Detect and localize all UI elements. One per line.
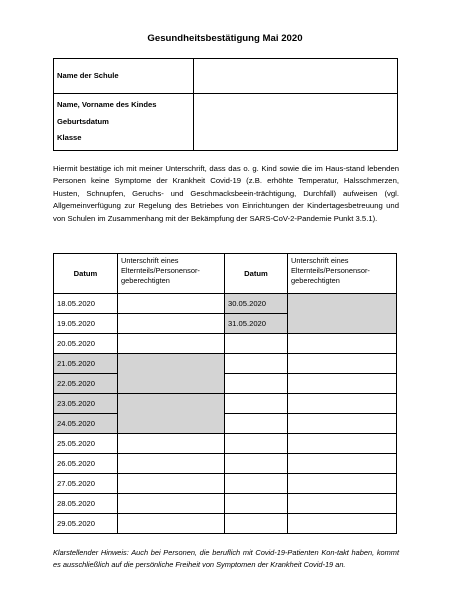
page-title: Gesundheitsbestätigung Mai 2020: [147, 33, 303, 44]
child-details-field[interactable]: [194, 94, 398, 151]
date-cell: 20.05.2020: [54, 334, 118, 354]
date-cell: 25.05.2020: [54, 434, 118, 454]
signature-cell-2[interactable]: [288, 514, 397, 534]
date-cell-2: [225, 354, 288, 374]
table-row: [54, 354, 397, 374]
signature-cell[interactable]: [118, 494, 225, 514]
signature-cell-2[interactable]: [288, 354, 397, 374]
table-row: [54, 474, 397, 494]
date-cell: 26.05.2020: [54, 454, 118, 474]
signature-cell-2[interactable]: [288, 454, 397, 474]
signature-cell[interactable]: [118, 314, 225, 334]
date-header-2: Datum: [225, 254, 288, 294]
table-row: [54, 434, 397, 454]
signature-cell-2[interactable]: [288, 414, 397, 434]
date-cell: 24.05.2020: [54, 414, 118, 434]
table-row: [54, 294, 397, 314]
signature-cell-2[interactable]: [288, 434, 397, 454]
class-label: Klasse: [57, 133, 82, 143]
date-cell: 27.05.2020: [54, 474, 118, 494]
signature-cell[interactable]: [118, 454, 225, 474]
school-info-table: [53, 58, 398, 151]
date-cell-2: [225, 374, 288, 394]
date-cell-2: [225, 414, 288, 434]
date-cell: 29.05.2020: [54, 514, 118, 534]
confirmation-text: Hiermit bestätige ich mit meiner Unterschrift, dass das o. g. Kind sowie die im Haus-stand lebenden Personen keine Symptome der Krankheit Covid-19 (z.B. erhöhte Temperatur, Halsschmerzen, Husten, Schnupfen, Geruchs- und Geschmacksbeein-trächtigung, Durchfall) aufweisen (vgl. Allgemeinverfügung zur Regelung des Betriebes von Einrichtungen der Kindertagesbetreuung und von Schulen im Zusammenhang mit der Bekämpfung der SARS-CoV-2-Pandemie Punkt 3.5.1).: [53, 164, 399, 223]
signature-cell[interactable]: [118, 434, 225, 454]
table-row: [54, 334, 397, 354]
signature-cell-2[interactable]: [288, 474, 397, 494]
signature-header: Unterschrift eines Elternteils/Personensor-geberechtigten: [118, 254, 225, 294]
attendance-header-row: [54, 254, 397, 294]
date-cell-2: 31.05.2020: [225, 314, 288, 334]
date-cell-2: [225, 454, 288, 474]
signature-header-2: Unterschrift eines Elternteils/Personensor-geberechtigten: [288, 254, 397, 294]
signature-cell-shaded: [118, 394, 225, 434]
date-cell: 28.05.2020: [54, 494, 118, 514]
table-row: [54, 414, 397, 434]
table-row: [54, 394, 397, 414]
date-cell: 22.05.2020: [54, 374, 118, 394]
date-cell-2: [225, 474, 288, 494]
signature-cell[interactable]: [118, 294, 225, 314]
table-row: [54, 374, 397, 394]
signature-cell[interactable]: [118, 474, 225, 494]
date-cell-2: [225, 494, 288, 514]
date-cell: 19.05.2020: [54, 314, 118, 334]
signature-cell[interactable]: [118, 514, 225, 534]
date-cell-2: [225, 434, 288, 454]
school-name-field[interactable]: [194, 59, 398, 94]
child-details-labels: [54, 94, 194, 151]
date-cell: 18.05.2020: [54, 294, 118, 314]
table-row: [54, 494, 397, 514]
signature-cell-2[interactable]: [288, 334, 397, 354]
signature-cell-2-shaded: [288, 294, 397, 334]
date-cell-2: 30.05.2020: [225, 294, 288, 314]
date-cell: 21.05.2020: [54, 354, 118, 374]
date-header: Datum: [54, 254, 118, 294]
date-cell-2: [225, 334, 288, 354]
signature-cell[interactable]: [118, 334, 225, 354]
signature-cell-2[interactable]: [288, 494, 397, 514]
date-cell-2: [225, 394, 288, 414]
signature-cell-2[interactable]: [288, 374, 397, 394]
attendance-table: [53, 253, 397, 534]
date-cell-2: [225, 514, 288, 534]
date-cell: 23.05.2020: [54, 394, 118, 414]
signature-cell-shaded: [118, 354, 225, 394]
school-name-label: Name der Schule: [54, 59, 194, 94]
signature-cell-2[interactable]: [288, 394, 397, 414]
child-name-label: Name, Vorname des Kindes: [57, 100, 157, 110]
table-row: [54, 454, 397, 474]
birthdate-label: Geburtsdatum: [57, 116, 109, 126]
table-row: [54, 514, 397, 534]
clarifying-note: Klarstellender Hinweis: Auch bei Personen, die beruflich mit Covid-19-Patienten Kon-takt haben, kommt es ausschließlich auf die persönliche Freiheit von Symptomen der Krankheit Covid-19 an.: [53, 548, 399, 569]
